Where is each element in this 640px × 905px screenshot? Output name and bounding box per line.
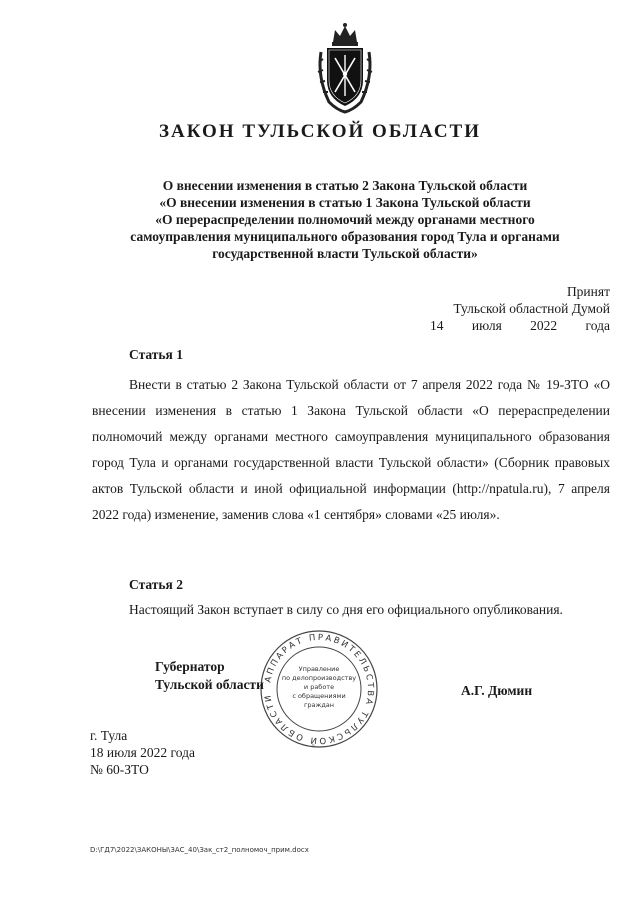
document-title: ЗАКОН ТУЛЬСКОЙ ОБЛАСТИ bbox=[158, 121, 482, 142]
article-1-body bbox=[92, 372, 610, 528]
governor-region: Тульской области bbox=[155, 677, 264, 692]
adopted-by: Тульской областной Думой bbox=[453, 301, 610, 316]
coat-of-arms-emblem bbox=[315, 22, 375, 114]
law-number: № 60-ЗТО bbox=[90, 762, 149, 777]
adoption-month: июля bbox=[471, 318, 502, 333]
adoption-year: 2022 bbox=[530, 318, 558, 333]
adoption-block bbox=[400, 283, 610, 334]
official-stamp bbox=[258, 628, 380, 750]
file-path: D:\ГД7\2022\ЗАКОНЫ\ЗАС_40\Зак_ст2_полномоч_прим.docx bbox=[90, 846, 309, 854]
issue-date: 18 июля 2022 года bbox=[90, 745, 195, 760]
article-1-text: Внести в статью 2 Закона Тульской области от 7 апреля 2022 года № 19-ЗТО «О внесении изменения в статью 1 Закона Тульской области «О перераспределении полномочий между органами местного самоуправления муниципального образования город Тула и органами государственной власти Тульской области» (Сборник правовых актов Тульской области и иной официальной информации (http://npatula.ru), 7 апреля 2022 года) изменение, заменив слова «1 сентября» словами «25 июля». bbox=[92, 377, 610, 522]
svg-text:Управление: Управление bbox=[298, 665, 340, 673]
adoption-year-word: года bbox=[585, 318, 610, 333]
svg-text:АППАРАТ ПРАВИТЕЛЬСТВА ТУЛЬСКОЙ: АППАРАТ ПРАВИТЕЛЬСТВА ТУЛЬСКОЙ ОБЛАСТИ bbox=[263, 632, 376, 746]
issue-city: г. Тула bbox=[90, 728, 128, 743]
governor-name: А.Г. Дюмин bbox=[461, 683, 533, 698]
svg-text:и работе: и работе bbox=[303, 683, 335, 691]
article-2-text: Настоящий Закон вступает в силу со дня его официального опубликования. bbox=[129, 602, 563, 617]
subject-line: государственной власти Тульской области» bbox=[212, 246, 478, 261]
subject-line: «О внесении изменения в статью 1 Закона Тульской области bbox=[159, 195, 531, 210]
adoption-day: 14 bbox=[430, 318, 444, 333]
law-subject bbox=[80, 177, 610, 262]
article-1-heading: Статья 1 bbox=[129, 347, 183, 362]
governor-position bbox=[155, 658, 264, 694]
adopted-label: Принят bbox=[566, 284, 610, 299]
subject-line: «О перераспределении полномочий между органами местного bbox=[155, 212, 535, 227]
subject-line: самоуправления муниципального образования город Тула и органами bbox=[130, 229, 560, 244]
governor-title: Губернатор bbox=[155, 659, 225, 674]
subject-line: О внесении изменения в статью 2 Закона Тульской области bbox=[162, 178, 528, 193]
adoption-date bbox=[400, 317, 610, 334]
svg-text:граждан: граждан bbox=[303, 701, 335, 709]
issue-details bbox=[90, 727, 195, 778]
svg-text:с обращениями: с обращениями bbox=[292, 692, 346, 700]
svg-text:по делопроизводству: по делопроизводству bbox=[281, 674, 357, 682]
article-2-heading: Статья 2 bbox=[129, 577, 183, 592]
